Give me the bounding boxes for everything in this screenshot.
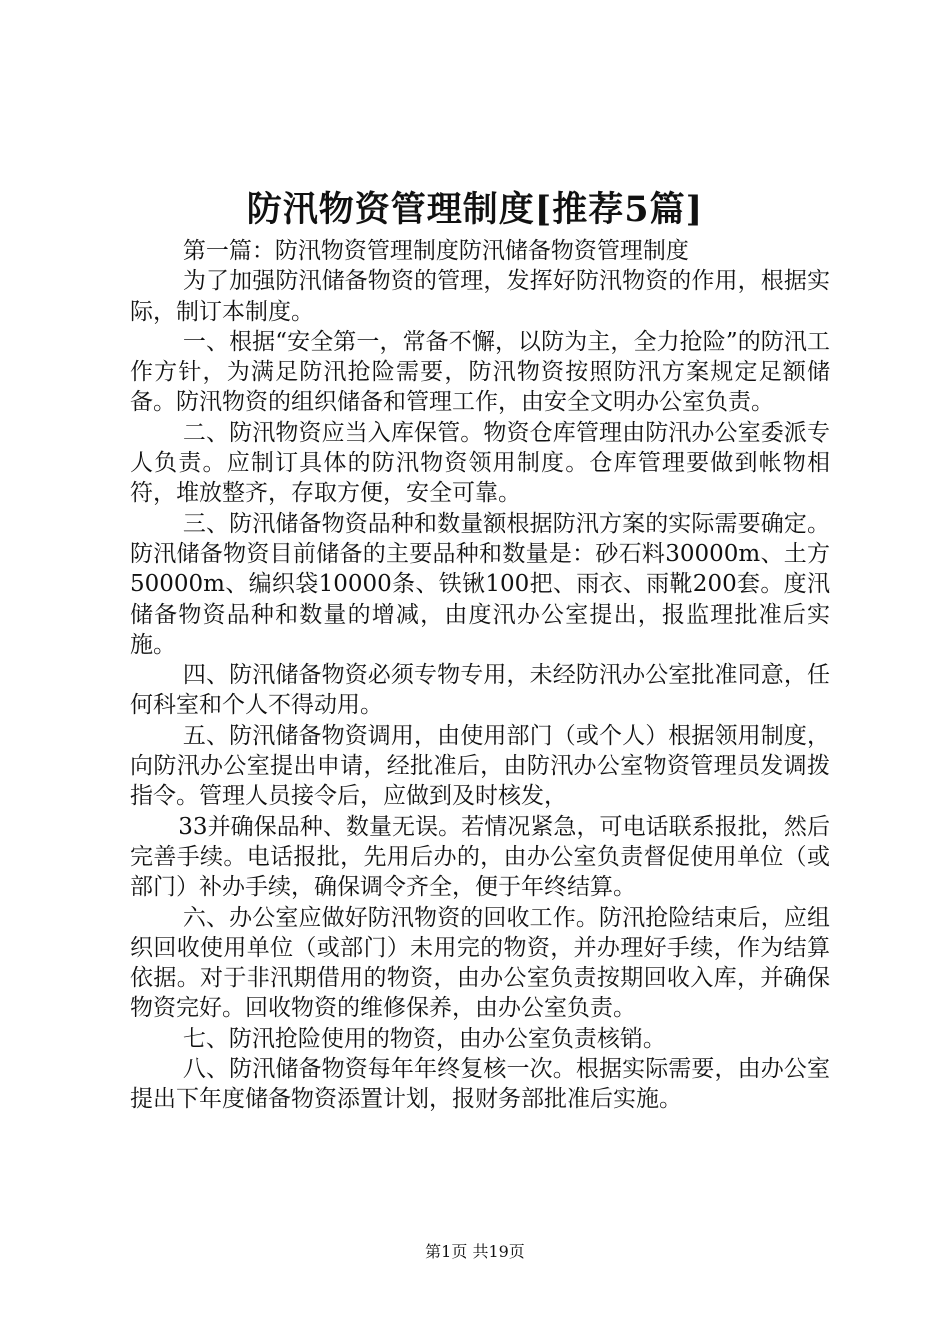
paragraph-clause-4: 四、防汛储备物资必须专物专用，未经防汛办公室批准同意，任何科室和个人不得动用。 — [130, 662, 830, 719]
paragraph-clause-6: 六、办公室应做好防汛物资的回收工作。防汛抢险结束后，应组织回收使用单位（或部门）未用完的物资，并办理好手续，作为结算依据。对于非汛期借用的物资，由办公室负责按期回收入库，并确保物资完好。回收物资的维修保养，由办公室负责。 — [130, 904, 830, 1022]
paragraph-clause-1: 一、根据“安全第一，常备不懈，以防为主，全力抢险”的防汛工作方针，为满足防汛抢险需要，防汛物资按照防汛方案规定足额储备。防汛物资的组织储备和管理工作，由安全文明办公室负责。 — [130, 328, 830, 416]
paragraph-clause-8: 八、防汛储备物资每年年终复核一次。根据实际需要，由办公室提出下年度储备物资添置计划，报财务部批准后实施。 — [130, 1056, 830, 1113]
paragraph-clause-3: 三、防汛储备物资品种和数量额根据防汛方案的实际需要确定。防汛储备物资目前储备的主要品种和数量是：砂石料30000m、土方50000m、编织袋10000条、铁锹100把、雨衣、雨靴200套。度汛储备物资品种和数量的增减，由度汛办公室提出，报监理批准后实施。 — [130, 510, 830, 658]
page-number-footer: 第1页 共19页 — [425, 1242, 525, 1261]
paragraph-clause-5: 五、防汛储备物资调用，由使用部门（或个人）根据领用制度，向防汛办公室提出申请，经批准后，由防汛办公室物资管理员发调拨指令。管理人员接令后，应做到及时核发， — [130, 722, 830, 810]
paragraph-clause-5-continued: 33并确保品种、数量无误。若情况紧急，可电话联系报批，然后完善手续。电话报批，先用后办的，由办公室负责督促使用单位（或部门）补办手续，确保调令齐全，便于年终结算。 — [130, 813, 830, 901]
paragraph-intro: 为了加强防汛储备物资的管理，发挥好防汛物资的作用，根据实际，制订本制度。 — [130, 268, 830, 325]
paragraph-clause-2: 二、防汛物资应当入库保管。物资仓库管理由防汛办公室委派专人负责。应制订具体的防汛物资领用制度。仓库管理要做到帐物相符，堆放整齐，存取方便，安全可靠。 — [130, 419, 830, 507]
document-title: 防汛物资管理制度[推荐5篇] — [246, 189, 704, 230]
document-body — [130, 236, 830, 1115]
paragraph-clause-7: 七、防汛抢险使用的物资，由办公室负责核销。 — [182, 1025, 666, 1052]
paragraph-section-heading: 第一篇：防汛物资管理制度防汛储备物资管理制度 — [182, 238, 689, 264]
